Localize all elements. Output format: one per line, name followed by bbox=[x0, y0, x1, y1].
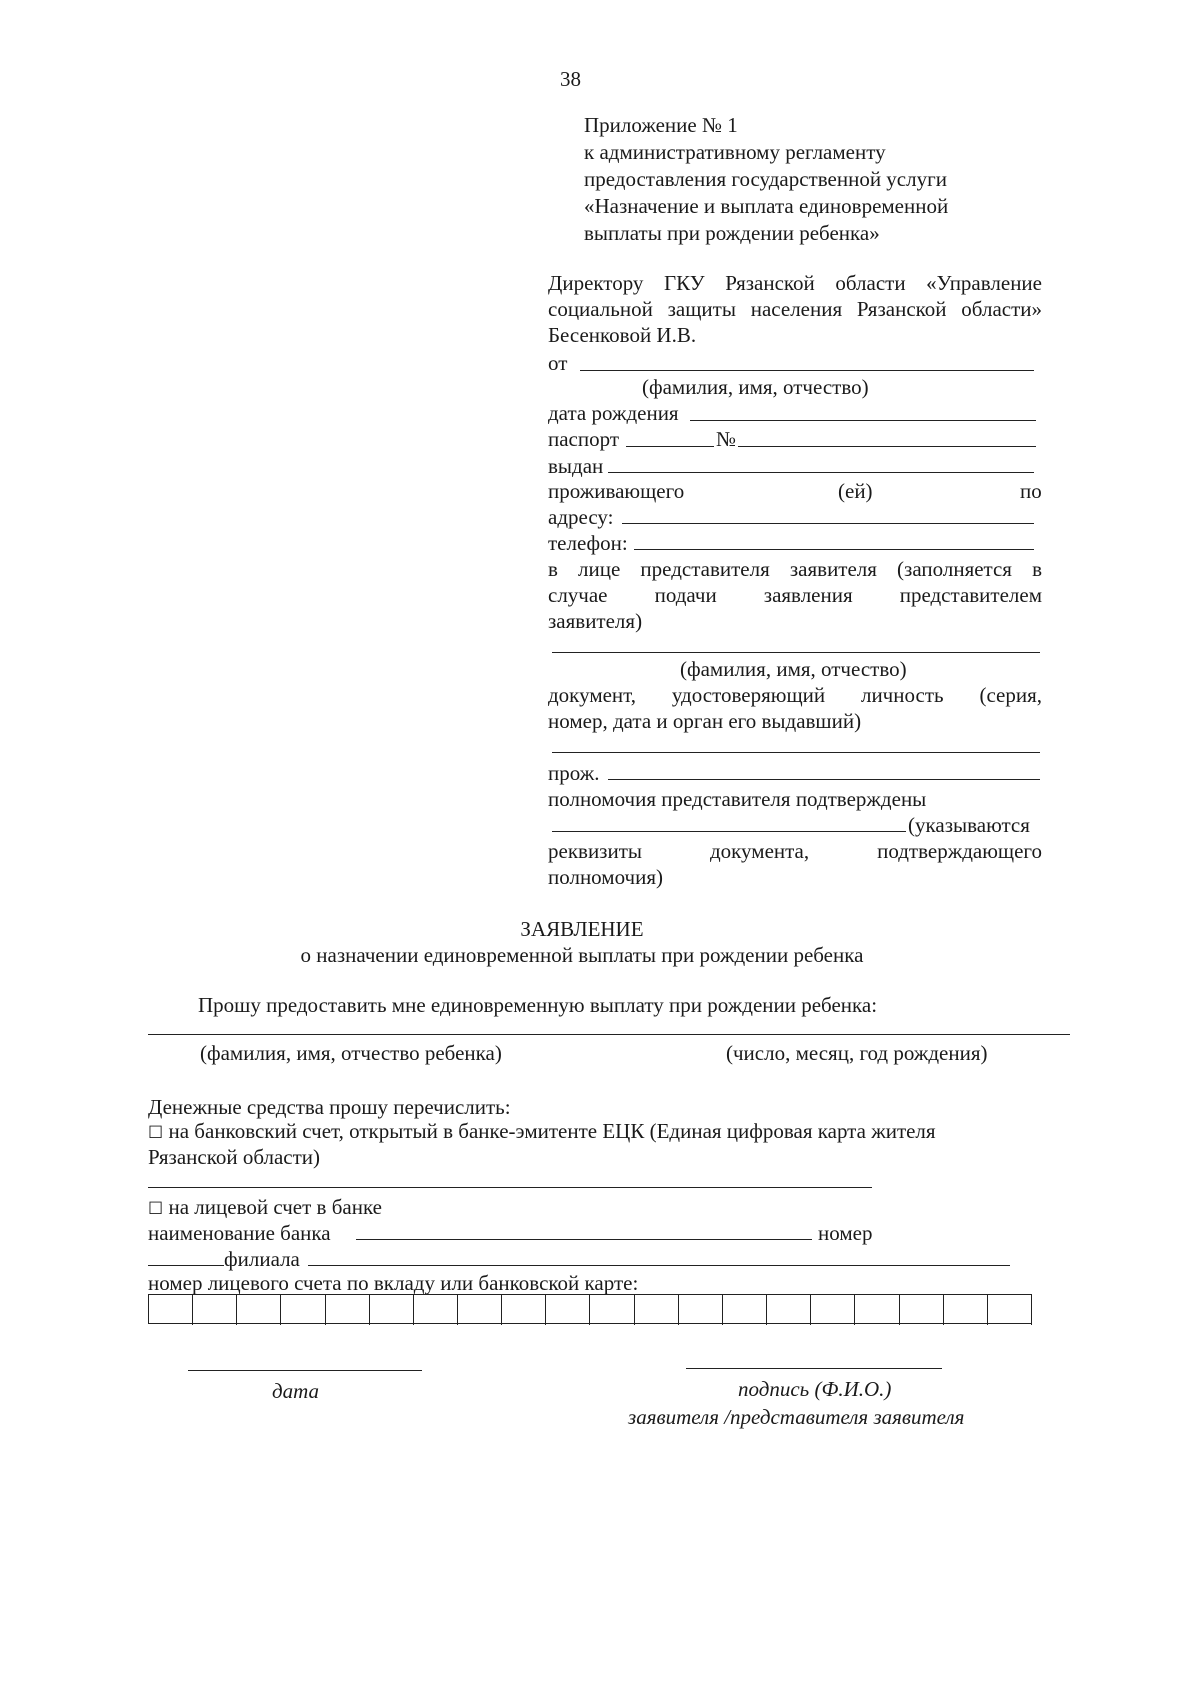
residing-word-2: (ей) bbox=[838, 479, 873, 503]
address-label: адресу: bbox=[548, 505, 614, 529]
account-digit-cell[interactable] bbox=[767, 1295, 811, 1325]
from-label: от bbox=[548, 351, 568, 375]
appendix-line: к административному регламенту bbox=[584, 140, 886, 164]
issued-label: выдан bbox=[548, 454, 604, 478]
account-digit-cell[interactable] bbox=[811, 1295, 855, 1325]
option-ecard-label-cont: Рязанской области) bbox=[148, 1145, 321, 1169]
identity-doc-line-1: документ, удостоверяющий личность (серия, bbox=[548, 683, 1042, 707]
statement-subtitle: о назначении единовременной выплаты при рождении ребенка bbox=[300, 943, 864, 967]
account-digit-cell[interactable] bbox=[193, 1295, 237, 1325]
checkbox-personal-account[interactable]: ☐ bbox=[148, 1199, 164, 1219]
account-digit-cell[interactable] bbox=[281, 1295, 325, 1325]
phone-field[interactable] bbox=[634, 549, 1034, 550]
authority-end: полномочия) bbox=[548, 865, 663, 889]
representative-line-2: случае подачи заявления представителем bbox=[548, 583, 1042, 607]
page-number: 38 bbox=[560, 67, 581, 91]
addressee-line-2: социальной защиты населения Рязанской области» bbox=[548, 297, 1042, 321]
transfer-label: Денежные средства прошу перечислить: bbox=[148, 1095, 511, 1119]
option-ecard bbox=[148, 1118, 936, 1146]
passport-label: паспорт bbox=[548, 427, 620, 451]
child-dob-hint: (число, месяц, год рождения) bbox=[726, 1041, 988, 1065]
ecard-account-field[interactable] bbox=[148, 1187, 872, 1188]
option-personal-account bbox=[148, 1194, 382, 1222]
account-number-grid bbox=[148, 1294, 1032, 1324]
account-digit-cell[interactable] bbox=[723, 1295, 767, 1325]
request-text: Прошу предоставить мне единовременную выплату при рождении ребенка: bbox=[198, 993, 878, 1017]
account-digit-cell[interactable] bbox=[900, 1295, 944, 1325]
branch-label: филиала bbox=[224, 1247, 300, 1271]
child-info-field[interactable] bbox=[148, 1034, 1070, 1035]
authority-details-line: реквизиты документа, подтверждающего bbox=[548, 839, 1042, 863]
birth-date-label: дата рождения bbox=[548, 401, 679, 425]
authority-line: полномочия представителя подтверждены bbox=[548, 787, 927, 811]
account-digit-cell[interactable] bbox=[414, 1295, 458, 1325]
identity-doc-line-2: номер, дата и орган его выдавший) bbox=[548, 709, 862, 733]
branch-field[interactable] bbox=[308, 1265, 1010, 1266]
representative-fio-field[interactable] bbox=[552, 652, 1040, 653]
passport-number-field[interactable] bbox=[738, 446, 1036, 447]
appendix-line: выплаты при рождении ребенка» bbox=[584, 221, 880, 245]
option-ecard-label: на банковский счет, открытый в банке-эмитенте ЕЦК (Единая цифровая карта жителя bbox=[168, 1119, 936, 1143]
applicant-fio-field[interactable] bbox=[580, 370, 1034, 371]
appendix-line: Приложение № 1 bbox=[584, 113, 738, 137]
representative-line-1: в лице представителя заявителя (заполняется в bbox=[548, 557, 1042, 581]
child-fio-hint: (фамилия, имя, отчество ребенка) bbox=[200, 1041, 502, 1065]
appendix-line: «Назначение и выплата единовременной bbox=[584, 194, 949, 218]
residence-label: прож. bbox=[548, 761, 600, 785]
authority-indicated: (указываются bbox=[908, 813, 1030, 837]
bank-name-field[interactable] bbox=[356, 1239, 812, 1240]
residing-word-3: по bbox=[1020, 479, 1042, 503]
date-line[interactable] bbox=[188, 1370, 422, 1371]
account-digit-cell[interactable] bbox=[458, 1295, 502, 1325]
birth-date-field[interactable] bbox=[690, 420, 1036, 421]
date-label: дата bbox=[272, 1379, 320, 1403]
passport-series-field[interactable] bbox=[626, 446, 714, 447]
fio-hint: (фамилия, имя, отчество) bbox=[642, 375, 869, 399]
account-digit-cell[interactable] bbox=[944, 1295, 988, 1325]
addressee-line-1: Директору ГКУ Рязанской области «Управление bbox=[548, 271, 1042, 295]
signature-label: подпись (Ф.И.О.) bbox=[738, 1377, 892, 1401]
addressee-line-3: Бесенковой И.В. bbox=[548, 323, 697, 347]
branch-number-field[interactable] bbox=[148, 1265, 224, 1266]
account-digit-cell[interactable] bbox=[546, 1295, 590, 1325]
phone-label: телефон: bbox=[548, 531, 628, 555]
residing-word-1: проживающего bbox=[548, 479, 685, 503]
identity-doc-field[interactable] bbox=[552, 752, 1040, 753]
account-digit-cell[interactable] bbox=[237, 1295, 281, 1325]
issued-field[interactable] bbox=[608, 472, 1034, 473]
checkbox-ecard[interactable]: ☐ bbox=[148, 1123, 164, 1143]
account-digit-cell[interactable] bbox=[988, 1295, 1032, 1325]
signature-line[interactable] bbox=[686, 1368, 942, 1369]
address-field[interactable] bbox=[622, 523, 1034, 524]
account-digit-cell[interactable] bbox=[502, 1295, 546, 1325]
bank-name-label: наименование банка bbox=[148, 1221, 331, 1245]
representative-line-3: заявителя) bbox=[548, 609, 643, 633]
account-digit-cell[interactable] bbox=[149, 1295, 193, 1325]
authority-field[interactable] bbox=[552, 831, 906, 832]
passport-number-sign: № bbox=[716, 427, 737, 451]
account-label: номер лицевого счета по вкладу или банковской карте: bbox=[148, 1271, 639, 1295]
appendix-header bbox=[584, 112, 948, 247]
number-label: номер bbox=[818, 1221, 873, 1245]
representative-fio-hint: (фамилия, имя, отчество) bbox=[680, 657, 907, 681]
statement-title: ЗАЯВЛЕНИЕ bbox=[520, 917, 644, 941]
account-digit-cell[interactable] bbox=[635, 1295, 679, 1325]
account-digit-cell[interactable] bbox=[591, 1295, 635, 1325]
account-digit-cell[interactable] bbox=[855, 1295, 899, 1325]
account-digit-cell[interactable] bbox=[370, 1295, 414, 1325]
option-personal-account-label: на лицевой счет в банке bbox=[168, 1195, 382, 1219]
account-digit-cell[interactable] bbox=[326, 1295, 370, 1325]
account-digit-cell[interactable] bbox=[679, 1295, 723, 1325]
signer-label: заявителя /представителя заявителя bbox=[628, 1405, 965, 1429]
appendix-line: предоставления государственной услуги bbox=[584, 167, 947, 191]
residence-field[interactable] bbox=[608, 779, 1040, 780]
